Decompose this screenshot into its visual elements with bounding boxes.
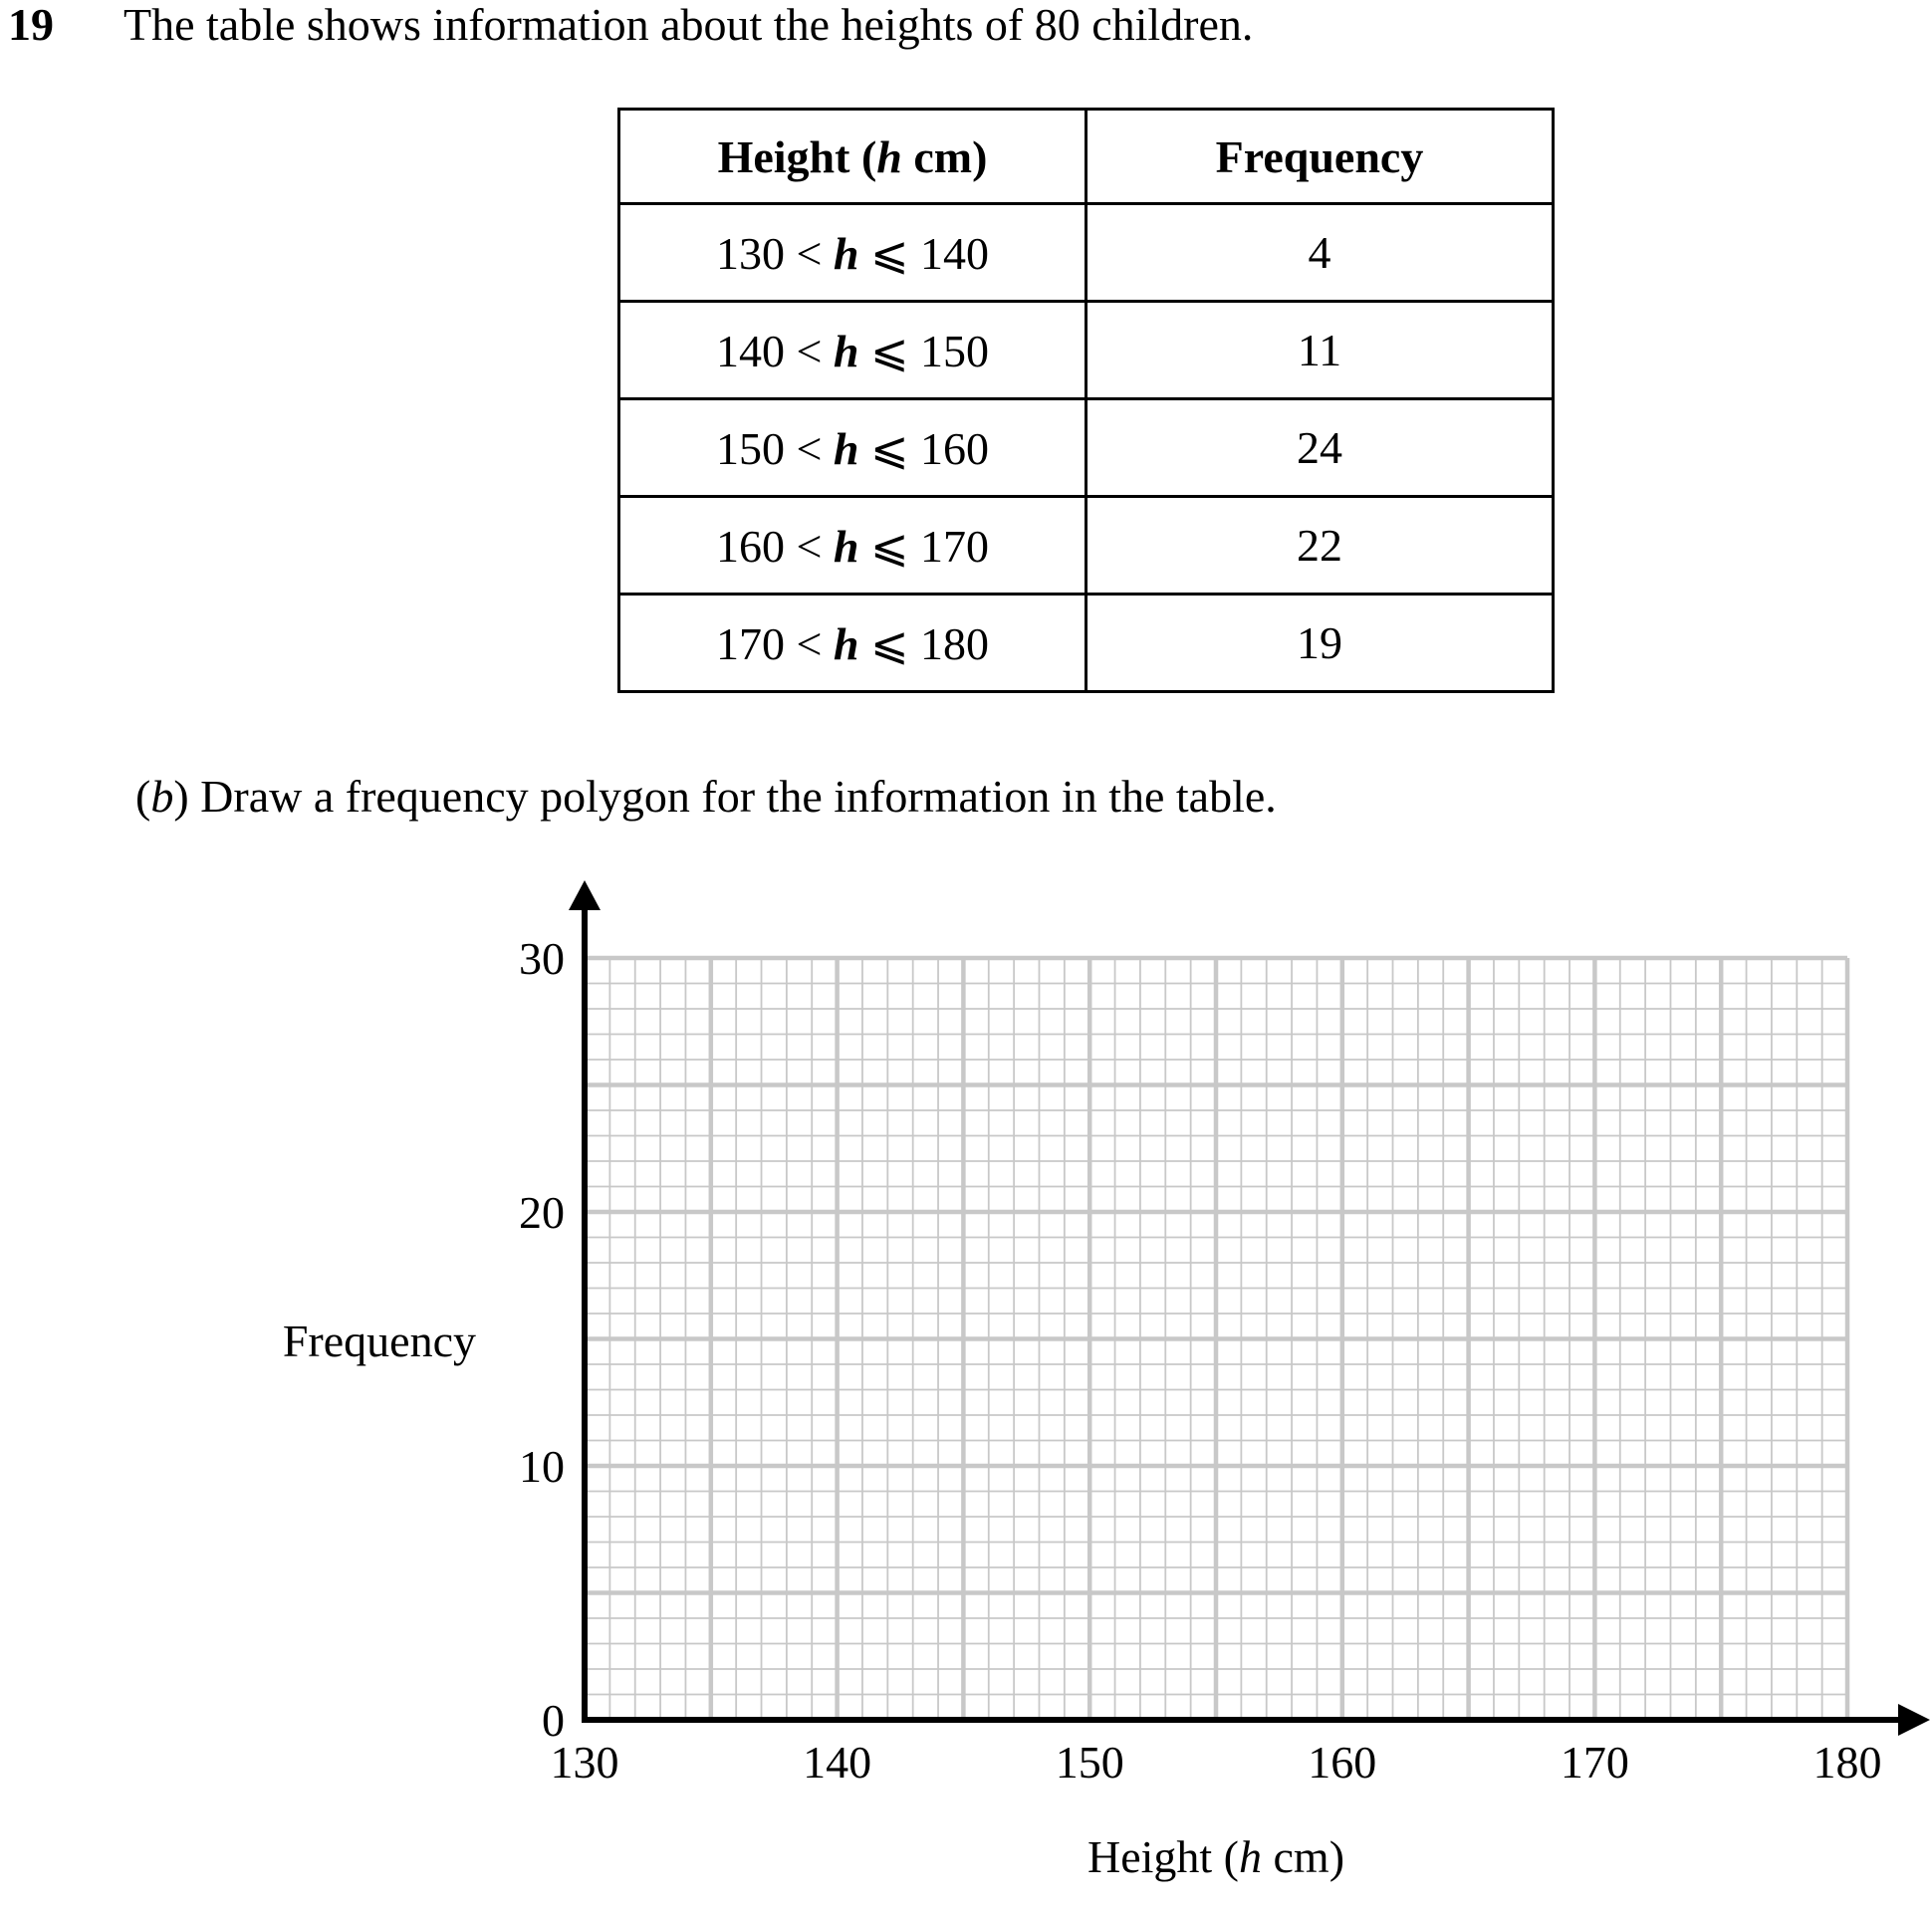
x-tick-label: 160 xyxy=(1308,1737,1377,1788)
y-tick-label: 10 xyxy=(519,1441,565,1492)
height-column-header: Height (h cm) xyxy=(619,110,1087,204)
height-interval-cell: 170 < h ⩽ 180 xyxy=(619,595,1087,692)
question-number: 19 xyxy=(8,0,54,50)
x-axis-arrow-icon xyxy=(1898,1704,1930,1736)
height-interval-cell: 130 < h ⩽ 140 xyxy=(619,204,1087,302)
y-tick-label: 20 xyxy=(519,1187,565,1238)
y-tick-label: 0 xyxy=(542,1695,565,1746)
part-b-instruction: (b) Draw a frequency polygon for the information in the table. xyxy=(135,771,1277,822)
x-tick-label: 180 xyxy=(1812,1737,1882,1788)
major-gridlines xyxy=(585,958,1847,1720)
height-interval-cell: 140 < h ⩽ 150 xyxy=(619,302,1087,399)
height-interval-cell: 150 < h ⩽ 160 xyxy=(619,399,1087,497)
tick-labels xyxy=(519,933,1882,1788)
question-text: The table shows information about the heights of 80 children. xyxy=(123,0,1254,50)
frequency-cell: 24 xyxy=(1087,399,1554,497)
x-tick-label: 130 xyxy=(550,1737,619,1788)
axis-labels xyxy=(283,1316,1344,1882)
x-tick-label: 150 xyxy=(1055,1737,1124,1788)
y-axis-arrow-icon xyxy=(569,880,601,910)
y-tick-label: 30 xyxy=(519,933,565,984)
frequency-column-header: Frequency xyxy=(1087,110,1554,204)
x-axis-label: Height (h cm) xyxy=(1087,1831,1345,1882)
y-axis-label: Frequency xyxy=(282,1316,476,1366)
frequency-cell: 19 xyxy=(1087,595,1554,692)
x-tick-label: 140 xyxy=(803,1737,872,1788)
height-interval-cell: 160 < h ⩽ 170 xyxy=(619,497,1087,595)
frequency-cell: 22 xyxy=(1087,497,1554,595)
frequency-cell: 11 xyxy=(1087,302,1554,399)
x-tick-label: 170 xyxy=(1560,1737,1629,1788)
frequency-cell: 4 xyxy=(1087,204,1554,302)
